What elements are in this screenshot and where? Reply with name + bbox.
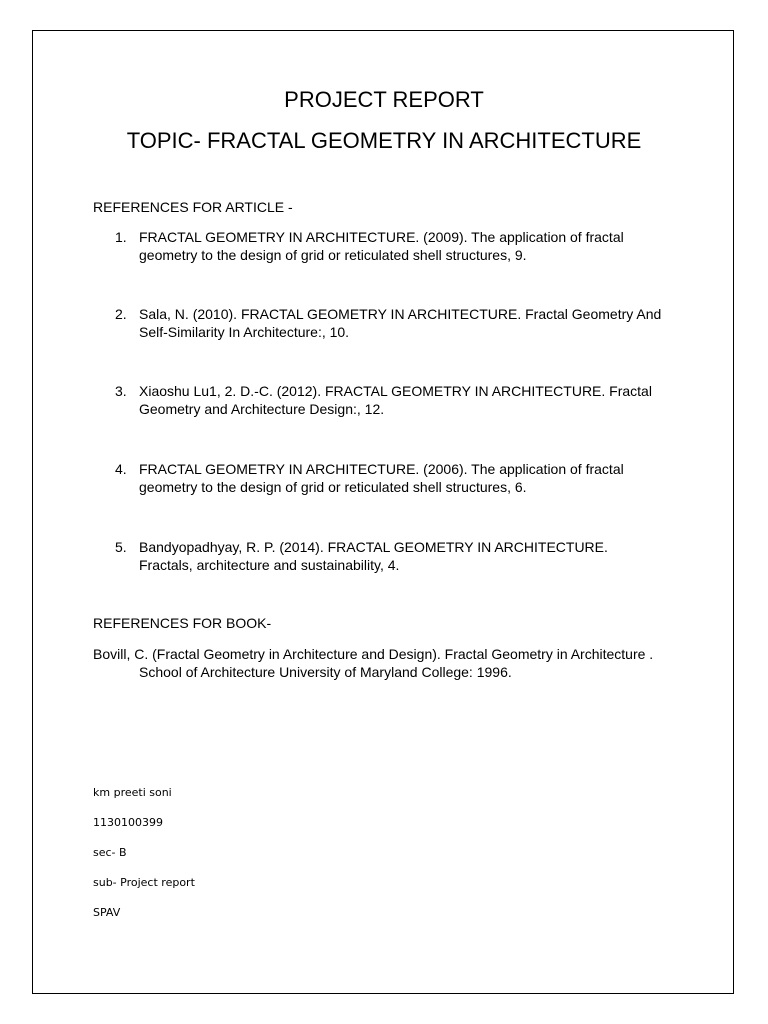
roll-number: 1130100399 — [93, 816, 163, 829]
reference-line: Sala, N. (2010). FRACTAL GEOMETRY IN ARCHITECTURE. Fractal Geometry And — [139, 306, 662, 322]
reference-text — [139, 538, 699, 574]
reference-line: geometry to the design of grid or reticulated shell structures, 9. — [139, 247, 527, 263]
reference-text — [139, 228, 699, 264]
reference-line: Geometry and Architecture Design:, 12. — [139, 401, 385, 417]
institute: SPAV — [93, 906, 121, 919]
reference-text — [139, 382, 699, 418]
author-name: km preeti soni — [93, 786, 172, 799]
subject: sub- Project report — [93, 876, 195, 889]
page-title: PROJECT REPORT — [284, 87, 484, 112]
book-reference-line: School of Architecture University of Maryland College: 1996. — [139, 664, 512, 680]
reference-line: Xiaoshu Lu1, 2. D.-C. (2012). FRACTAL GEOMETRY IN ARCHITECTURE. Fractal — [139, 383, 652, 399]
book-reference-line: Bovill, C. (Fractal Geometry in Architecture and Design). Fractal Geometry in Architecture . — [93, 646, 654, 662]
reference-number: 5. — [115, 539, 127, 555]
topic-title: TOPIC- FRACTAL GEOMETRY IN ARCHITECTURE — [126, 128, 642, 153]
reference-line: FRACTAL GEOMETRY IN ARCHITECTURE. (2006). The application of fractal — [139, 461, 624, 477]
book-reference — [93, 645, 693, 681]
book-references-heading: REFERENCES FOR BOOK- — [93, 615, 272, 631]
author-info — [93, 786, 195, 936]
article-references-heading: REFERENCES FOR ARTICLE - — [93, 199, 293, 215]
reference-text — [139, 305, 699, 341]
reference-line: Fractals, architecture and sustainability, 4. — [139, 557, 400, 573]
reference-number: 4. — [115, 461, 127, 477]
reference-text — [139, 460, 699, 496]
reference-number: 2. — [115, 306, 127, 322]
section: sec- B — [93, 846, 127, 859]
reference-number: 1. — [115, 229, 127, 245]
reference-line: Self-Similarity In Architecture:, 10. — [139, 324, 350, 340]
reference-line: Bandyopadhyay, R. P. (2014). FRACTAL GEOMETRY IN ARCHITECTURE. — [139, 539, 608, 555]
reference-line: geometry to the design of grid or reticulated shell structures, 6. — [139, 479, 527, 495]
reference-line: FRACTAL GEOMETRY IN ARCHITECTURE. (2009). The application of fractal — [139, 229, 624, 245]
reference-number: 3. — [115, 383, 127, 399]
